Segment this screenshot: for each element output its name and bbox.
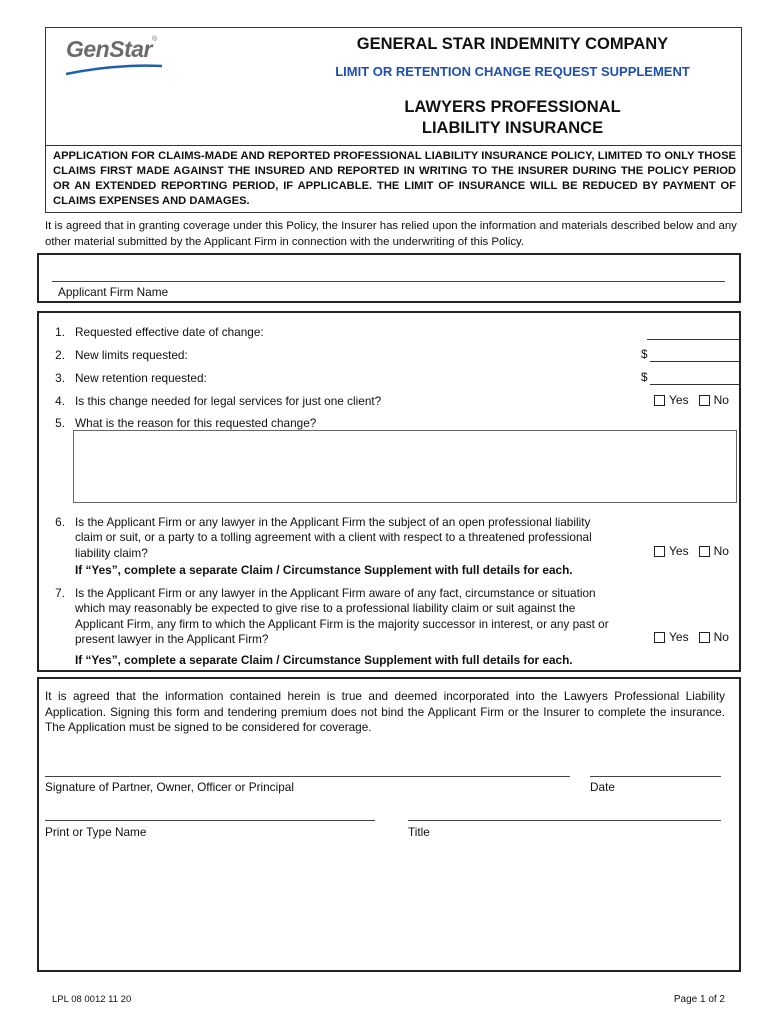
- q4-yes-label: Yes: [669, 393, 689, 407]
- date-label: Date: [590, 780, 615, 794]
- q5-reason-textarea[interactable]: [73, 430, 737, 503]
- q4-no-checkbox[interactable]: [699, 395, 710, 406]
- q1-text: Requested effective date of change:: [75, 325, 264, 339]
- q7-yes-checkbox[interactable]: [654, 632, 665, 643]
- q6-number: 6.: [55, 515, 65, 529]
- claims-made-notice: APPLICATION FOR CLAIMS-MADE AND REPORTED PROFESSIONAL LIABILITY INSURANCE POLICY, LIMITED TO ONLY THOSE CLAIMS FIRST MADE AGAINST THE INSURED AND REPORTED IN WRITING TO THE INSURER DURING THE POLICY PERIOD OR AN EXTENDED REPORTING PERIOD, IF APPLICABLE. THE LIMIT OF INSURANCE WILL BE REDUCED BY PAYMENT OF CLAIMS EXPENSES AND DAMAGES.: [53, 150, 736, 207]
- title-field[interactable]: [408, 820, 721, 821]
- q7-yes-label: Yes: [669, 630, 689, 644]
- q2-text: New limits requested:: [75, 348, 188, 362]
- logo-swoosh-icon: [64, 62, 164, 76]
- q4-yes-no: [654, 393, 729, 407]
- q7-line4: present lawyer in the Applicant Firm?: [75, 631, 269, 646]
- signature-label: Signature of Partner, Owner, Officer or Principal: [45, 780, 294, 794]
- q7-no-label: No: [713, 630, 729, 644]
- q6-line3: liability claim?: [75, 545, 148, 560]
- genstar-logo: [60, 32, 170, 87]
- q6-yes-no: [654, 544, 729, 558]
- page-number: Page 1 of 2: [673, 994, 725, 1005]
- q7-yes-no: [654, 630, 729, 644]
- title-label: Title: [408, 825, 430, 839]
- applicant-firm-input[interactable]: [52, 262, 725, 280]
- q3-text: New retention requested:: [75, 371, 207, 385]
- form-title-line2: LIABILITY INSURANCE: [421, 119, 604, 137]
- intro-paragraph: It is agreed that in granting coverage under this Policy, the Insurer has relied upon the information and materials described below and any other material submitted by the Applicant Firm in connection with the underwriting of this Policy.: [45, 220, 737, 248]
- date-field[interactable]: [590, 776, 721, 777]
- agreement-paragraph: It is agreed that the information contained herein is true and deemed incorporated into the Lawyers Professional Liability Application. Signing this form and tendering premium does not bind the Applicant Firm or the Insurer to complete the insurance. The Application must be signed to be considered for coverage.: [45, 689, 725, 734]
- q7-line3: Applicant Firm, any firm to which the Applicant Firm is the majority successor in interest, or any past or: [75, 616, 609, 631]
- logo-text: GenStar: [66, 36, 152, 62]
- q7-note: If “Yes”, complete a separate Claim / Circumstance Supplement with full details for each.: [75, 653, 573, 667]
- print-name-label: Print or Type Name: [45, 825, 147, 839]
- q5-number: 5.: [55, 416, 65, 430]
- q6-yes-checkbox[interactable]: [654, 546, 665, 557]
- q1-number: 1.: [55, 325, 65, 339]
- q6-line1: Is the Applicant Firm or any lawyer in the Applicant Firm the subject of an open professional liability: [75, 515, 591, 529]
- q4-text: Is this change needed for legal services for just one client?: [75, 394, 382, 408]
- q6-line2: claim or suit, or a party to a tolling agreement with a client with respect to a threatened professional: [75, 530, 592, 545]
- q7-no-checkbox[interactable]: [699, 632, 710, 643]
- q7-line2: which may reasonably be expected to give rise to a professional liability claim or suit against the: [75, 601, 576, 616]
- q4-no-label: No: [713, 393, 729, 407]
- q5-text: What is the reason for this requested change?: [75, 416, 317, 430]
- header-divider: [46, 145, 741, 146]
- q6-no-label: No: [713, 544, 729, 558]
- q2-number: 2.: [55, 348, 65, 362]
- signature-field[interactable]: [45, 776, 570, 777]
- q3-number: 3.: [55, 371, 65, 385]
- q1-date-field[interactable]: [647, 339, 739, 340]
- q2-dollar-sign: $: [641, 347, 648, 361]
- q6-note: If “Yes”, complete a separate Claim / Circumstance Supplement with full details for each.: [75, 563, 573, 577]
- q3-dollar-sign: $: [641, 370, 648, 384]
- company-name: GENERAL STAR INDEMNITY COMPANY: [356, 35, 669, 53]
- q2-limits-field[interactable]: [650, 361, 739, 362]
- q7-number: 7.: [55, 586, 65, 600]
- q6-yes-label: Yes: [669, 544, 689, 558]
- applicant-firm-line: [52, 281, 725, 282]
- applicant-firm-label: Applicant Firm Name: [58, 285, 169, 299]
- supplement-title: LIMIT OR RETENTION CHANGE REQUEST SUPPLEMENT: [335, 64, 690, 79]
- form-number: LPL 08 0012 11 20: [52, 994, 132, 1005]
- form-title-line1: LAWYERS PROFESSIONAL: [404, 98, 621, 116]
- q4-number: 4.: [55, 394, 65, 408]
- q4-yes-checkbox[interactable]: [654, 395, 665, 406]
- q7-line1: Is the Applicant Firm or any lawyer in the Applicant Firm aware of any fact, circumstance or situation: [75, 586, 596, 600]
- q7-text: [75, 586, 641, 647]
- q6-no-checkbox[interactable]: [699, 546, 710, 557]
- print-name-field[interactable]: [45, 820, 375, 821]
- q3-retention-field[interactable]: [650, 384, 739, 385]
- q6-text: [75, 515, 641, 561]
- logo-trademark: ®: [151, 36, 158, 43]
- form-title: [290, 97, 735, 139]
